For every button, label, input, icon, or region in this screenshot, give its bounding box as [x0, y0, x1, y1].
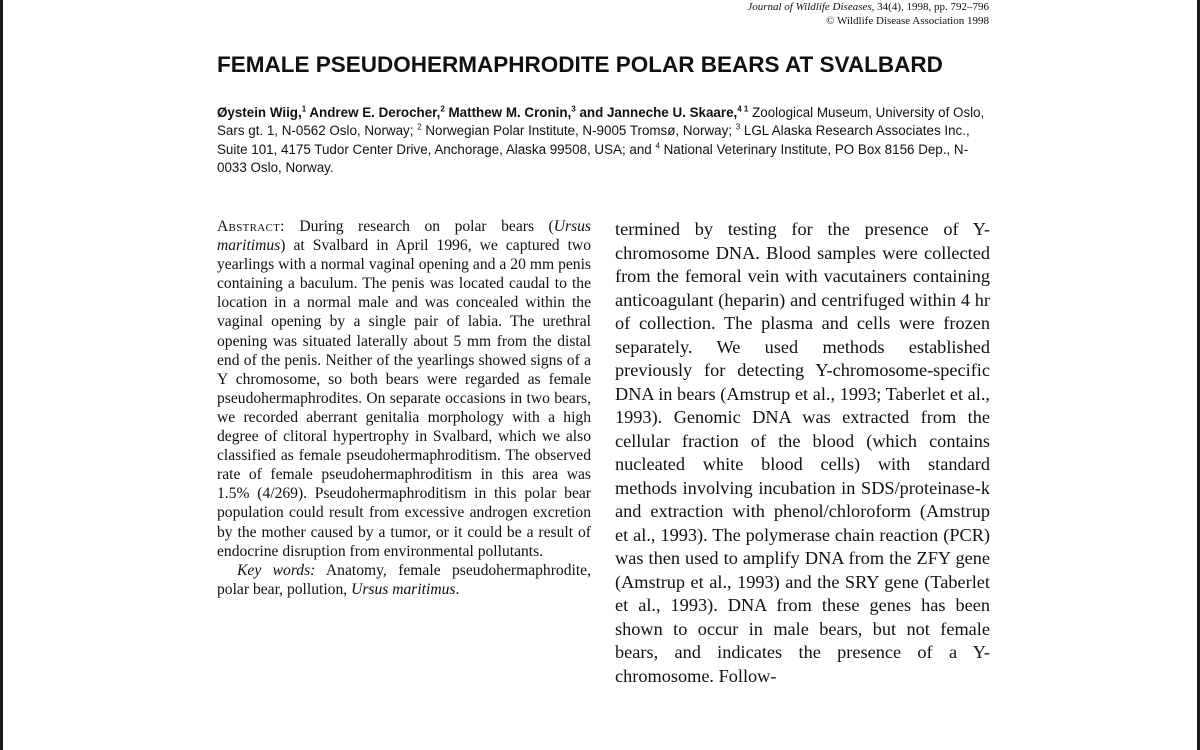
journal-name: Journal of Wildlife Diseases, — [747, 1, 875, 13]
affiliation-2-sup: 2 — [417, 122, 422, 132]
journal-copyright: © Wildlife Disease Association 1998 — [826, 15, 989, 27]
journal-ref: 34(4), 1998, pp. 792–796 — [874, 1, 989, 13]
keywords-paragraph — [217, 561, 591, 599]
journal-header — [747, 0, 989, 28]
author-4: and Janneche U. Skaare, — [575, 105, 738, 120]
keywords-end: . — [455, 580, 460, 598]
affiliation-1: Zoological Museum, University of Oslo, Sars gt. 1, N-0562 Oslo, Norway; — [217, 105, 985, 139]
author-names — [217, 105, 748, 120]
affiliation-3: LGL Alaska Research Associates Inc., Suite 101, 4175 Tudor Center Drive, Anchorage, Alaska 99508, USA; and — [217, 123, 970, 157]
abstract-label: Abstract: — [217, 218, 285, 235]
affiliation-4-sup: 4 — [655, 141, 660, 151]
affiliation-3-sup: 3 — [735, 122, 741, 132]
abstract-text: ) at Svalbard in April 1996, we captured two yearlings with a normal vaginal opening and a 20 mm penis containing a baculum. The penis was located caudal to the location in a normal male and was concealed within the vaginal opening by a single pair of labia. The urethral opening was situated laterally about 5 mm from the distal end of the penis. Neither of the yearlings showed signs of a Y chromosome, so both bears were regarded as female pseudohermaphrodites. On separate occasions in two bears, we recorded aberrant genitalia morphology with a high degree of clitoral hypertrophy in Svalbard, which we also classified as female pseudohermaphroditism. The observed rate of female pseudohermaphroditism in this area was 1.5% (4/269). Pseudohermaphroditism in this polar bear population could result from excessive androgen excretion by the mother caused by a tumor, or it could be a result of endocrine disruption from environmental pollutants. — [217, 237, 591, 560]
affiliation-2: Norwegian Polar Institute, N-9005 Tromsø, Norway; — [421, 123, 736, 139]
keywords-label: Key words: — [237, 561, 316, 579]
author-1-sup: 1 — [301, 104, 307, 114]
body-paragraph: termined by testing for the presence of Y-chromosome DNA. Blood samples were collected from the femoral vein with vacutainers containing anticoagulant (heparin) and centrifuged within 4 hr of collection. The plasma and cells were frozen separately. We used methods established previously for detecting Y-chromosome-specific DNA in bears (Amstrup et al., 1993; Taberlet et al., 1993). Genomic DNA was extracted from the cellular fraction of the blood (which contains nucleated white blood cells) with standard methods involving incubation in SDS/proteinase-k and extraction with phenol/chloroform (Amstrup et al., 1993). The polymerase chain reaction (PCR) was then used to amplify DNA from the ZFY gene (Amstrup et al., 1993) and the SRY gene (Taberlet et al., 1993). DNA from these genes has been shown to occur in male bears, but not female bears, and indicates the presence of a Y-chromosome. Follow- — [615, 219, 990, 686]
author-3: Matthew M. Cronin, — [444, 105, 572, 120]
page-border-left — [0, 0, 3, 750]
keywords-species: Ursus maritimus — [351, 580, 456, 598]
journal-citation — [747, 0, 989, 14]
affiliation-4: National Veterinary Institute, PO Box 8156 Dep., N-0033 Oslo, Norway. — [217, 141, 969, 176]
abstract-species: Ursus maritimus — [217, 218, 591, 255]
author-block — [217, 104, 993, 178]
body-column — [615, 218, 990, 688]
author-3-sup: 3 — [571, 104, 576, 114]
author-2: Andrew E. Derocher, — [306, 105, 441, 120]
paper-title: FEMALE PSEUDOHERMAPHRODITE POLAR BEARS AT SVALBARD — [217, 52, 943, 77]
author-1: Øystein Wiig, — [217, 105, 302, 120]
abstract-paragraph — [217, 217, 591, 561]
author-4-sup: 4 1 — [737, 104, 749, 114]
abstract-column — [217, 217, 591, 599]
abstract-text-start: During research on polar bears ( — [284, 218, 554, 235]
author-2-sup: 2 — [440, 104, 445, 114]
keywords-text: Anatomy, female pseudohermaphrodite, polar bear, pollution, — [217, 561, 591, 598]
